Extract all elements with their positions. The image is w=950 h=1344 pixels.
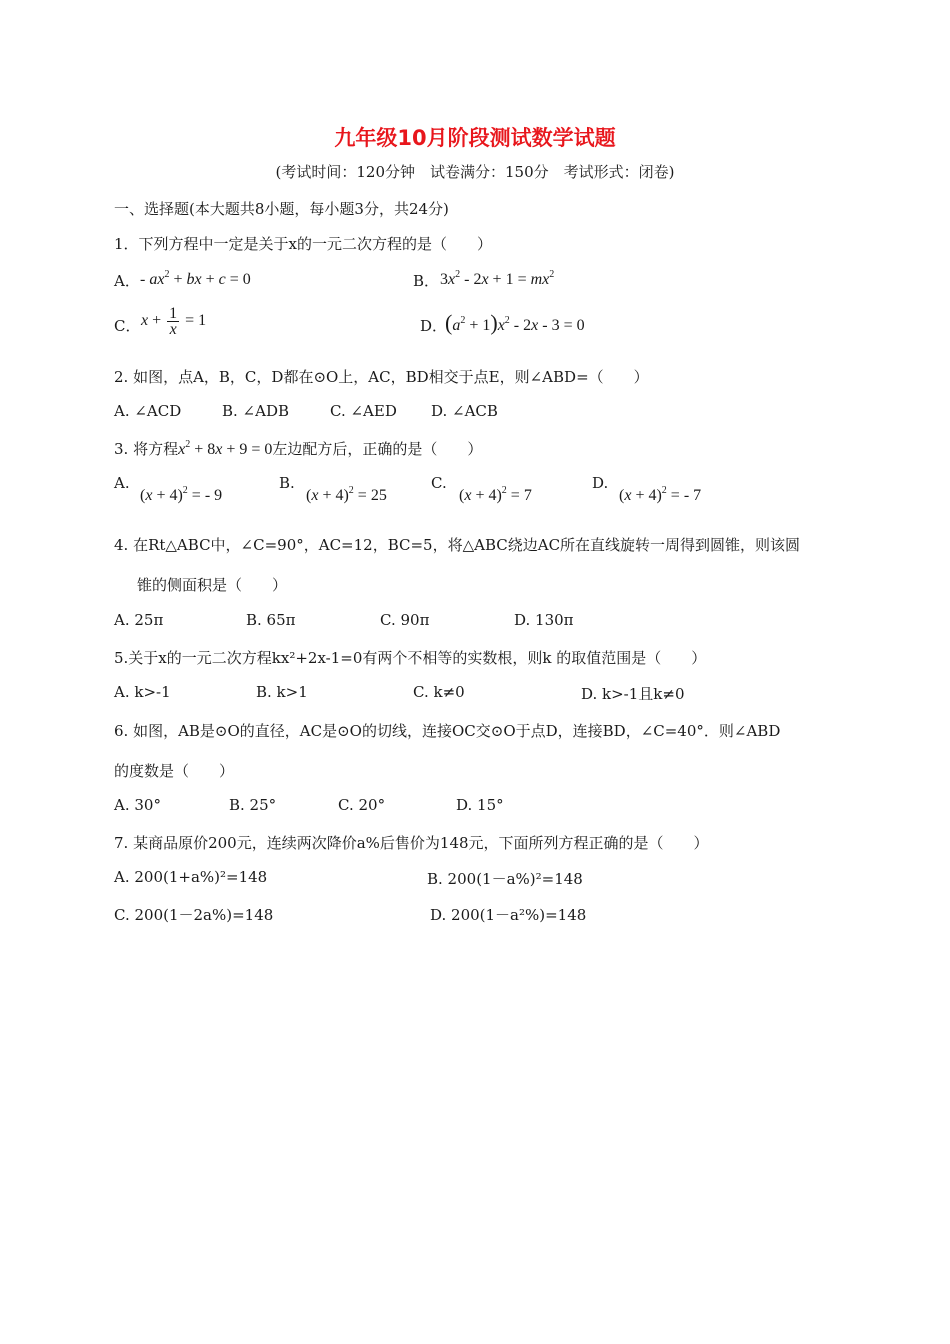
- q5-option-d: D. k>-1且k≠0: [581, 685, 685, 703]
- q2-option-c: C. ∠AED: [330, 402, 397, 420]
- q1-option-b-label: B．: [413, 272, 440, 290]
- q5-option-c: C. k≠0: [413, 683, 465, 701]
- q2-stem: 2. 如图，点A，B，C，D都在⊙O上，AC，BD相交于点E，则∠ABD=（ ）: [114, 368, 649, 386]
- q6-option-c: C. 20°: [338, 796, 386, 814]
- q3-stem-pre: 3. 将方程: [114, 440, 179, 458]
- q2-option-b: B. ∠ADB: [222, 402, 290, 420]
- q3-equation: $x^2 + 8x + 9 = 0$: [178, 439, 273, 458]
- q7-option-d: D. 200(1－a²%)=148: [430, 906, 587, 924]
- q5-option-b: B. k>1: [256, 683, 308, 701]
- q3-option-a-label: A.: [114, 474, 130, 492]
- q5-option-a: A. k>-1: [114, 683, 171, 701]
- q3-option-b-label: B.: [279, 474, 295, 492]
- q4-option-c: C. 90π: [380, 611, 430, 629]
- q7-stem: 7. 某商品原价200元，连续两次降价a%后售价为148元，下面所列方程正确的是（ ）: [114, 834, 709, 852]
- q4-option-b: B. 65π: [246, 611, 296, 629]
- q2-option-d: D. ∠ACB: [431, 402, 498, 420]
- q7-option-c: C. 200(1－2a%)=148: [114, 906, 274, 924]
- q3-option-a: $(x + 4)^2$ = - 9: [140, 485, 223, 504]
- q1-option-d-label: D．: [420, 317, 448, 335]
- q6-stem-line2: 的度数是（ ）: [114, 762, 235, 780]
- q1-option-b: $3x^2 - 2x + 1 = mx^2$: [440, 269, 555, 288]
- q7-option-b: B. 200(1－a%)²=148: [427, 870, 583, 888]
- q3-option-d-label: D.: [592, 474, 609, 492]
- q6-option-d: D. 15°: [456, 796, 504, 814]
- q3-stem-post: 左边配方后，正确的是（ ）: [272, 440, 483, 458]
- q2-option-a: A. ∠ACD: [114, 402, 182, 420]
- q1-stem: 1．下列方程中一定是关于x的一元二次方程的是（ ）: [114, 235, 493, 253]
- q6-option-a: A. 30°: [114, 796, 161, 814]
- q7-option-a: A. 200(1+a%)²=148: [114, 868, 268, 886]
- q3-option-d: $(x + 4)^2$ = - 7: [619, 485, 702, 504]
- q4-option-a: A. 25π: [114, 611, 164, 629]
- q1-option-c: x + $\frac{1}{x}$ = 1: [141, 305, 207, 338]
- q6-option-b: B. 25°: [229, 796, 277, 814]
- q1-option-c-label: C．: [114, 317, 141, 335]
- q6-stem-line1: 6. 如图，AB是⊙O的直径，AC是⊙O的切线，连接OC交⊙O于点D，连接BD，∠C=40°．则∠ABD: [114, 722, 781, 740]
- q4-option-d: D. 130π: [514, 611, 574, 629]
- q3-stem: [114, 438, 482, 459]
- q1-option-a: - $ax^2$ + bx + c = 0: [140, 269, 251, 288]
- section-heading: 一、选择题(本大题共8小题，每小题3分，共24分): [114, 200, 449, 218]
- q5-stem: 5.关于x的一元二次方程kx²+2x-1=0有两个不相等的实数根，则k 的取值范围是（ ）: [114, 649, 707, 667]
- exam-title: 九年级10月阶段测试数学试题: [334, 126, 616, 150]
- q4-stem-line2: 锥的侧面积是（ ）: [137, 576, 288, 594]
- q3-option-c: $(x + 4)^2 = 7$: [459, 485, 532, 504]
- q3-option-c-label: C.: [431, 474, 447, 492]
- q3-option-b: $(x + 4)^2 = 25$: [306, 485, 387, 504]
- q1-option-d: $(a^2 + 1)x^2 - 2x - 3 = 0$: [445, 310, 585, 335]
- q1-option-a-label: A．: [114, 272, 140, 290]
- q4-stem-line1: 4. 在Rt△ABC中，∠C=90°，AC=12，BC=5，将△ABC绕边AC所在直线旋转一周得到圆锥，则该圆: [114, 536, 801, 554]
- exam-info: (考试时间：120分钟 试卷满分：150分 考试形式：闭卷): [275, 163, 675, 181]
